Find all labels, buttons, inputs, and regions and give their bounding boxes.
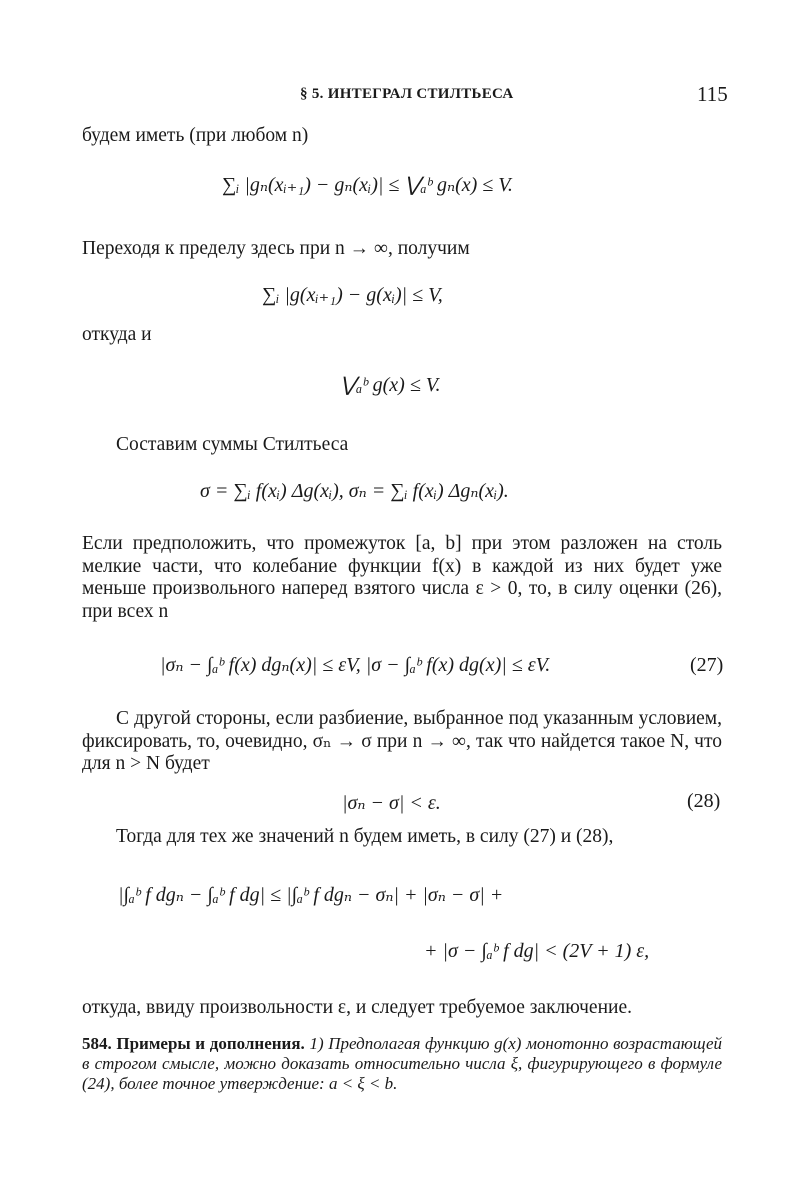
text-line-conclusion: откуда, ввиду произвольности ε, и следует требуемое заключение. [82,997,632,1018]
equation-1: ∑ᵢ |gₙ(xᵢ₊₁) − gₙ(xᵢ)| ≤ ⋁ₐᵇ gₙ(x) ≤ V. [222,174,513,196]
paragraph-1 [82,533,722,623]
footnote-section [82,1034,722,1094]
text-line-sums: Составим суммы Стилтьеса [116,434,349,455]
equation-2: ∑ᵢ |g(xᵢ₊₁) − g(xᵢ)| ≤ V, [262,284,443,306]
equation-5-number: (27) [690,654,724,676]
paragraph-1-text: Если предположить, что промежуток [a, b] при этом разложен на столь мелкие части, что колебание функции f(x) в каждой из них будет уже меньше произвольного наперед взятого числа ε > 0, то, в силу оценки (26), при всех n [82,533,722,622]
running-title: § 5. ИНТЕГРАЛ СТИЛТЬЕСА [300,86,514,102]
text-line-whence: откуда и [82,324,152,345]
equation-5: |σₙ − ∫ₐᵇ f(x) dgₙ(x)| ≤ εV, |σ − ∫ₐᵇ f(x) dg(x)| ≤ εV. [160,654,551,676]
equation-6-number: (28) [687,790,721,812]
text-line-limit: Переходя к пределу здесь при n → ∞, получим [82,238,470,259]
text-line-then: Тогда для тех же значений n будем иметь, в силу (27) и (28), [116,826,614,847]
text-line-intro: будем иметь (при любом n) [82,125,309,146]
equation-7-line-2: + |σ − ∫ₐᵇ f dg| < (2V + 1) ε, [424,940,650,962]
footnote-text: 1) Предполагая функцию g(x) монотонно возрастающей в строгом смысле, можно доказать относительно числа ξ, фигурирующего в формуле (24), более точное утверждение: a < ξ < b. [82,1034,722,1093]
equation-3: ⋁ₐᵇ g(x) ≤ V. [340,374,441,396]
equation-4: σ = ∑ᵢ f(xᵢ) Δg(xᵢ), σₙ = ∑ᵢ f(xᵢ) Δgₙ(xᵢ). [200,480,509,502]
equation-7-line-1: |∫ₐᵇ f dgₙ − ∫ₐᵇ f dg| ≤ |∫ₐᵇ f dgₙ − σₙ| + |σₙ − σ| + [118,884,504,906]
page-number: 115 [697,82,728,106]
paragraph-2-text: С другой стороны, если разбиение, выбранное под указанным условием, фиксировать, то, очевидно, σₙ → σ при n → ∞, так что найдется такое N, что для n > N будет [82,708,722,774]
paragraph-2 [82,708,722,776]
footnote-heading: 584. Примеры и дополнения. [82,1034,305,1053]
equation-6: |σₙ − σ| < ε. [342,792,441,814]
